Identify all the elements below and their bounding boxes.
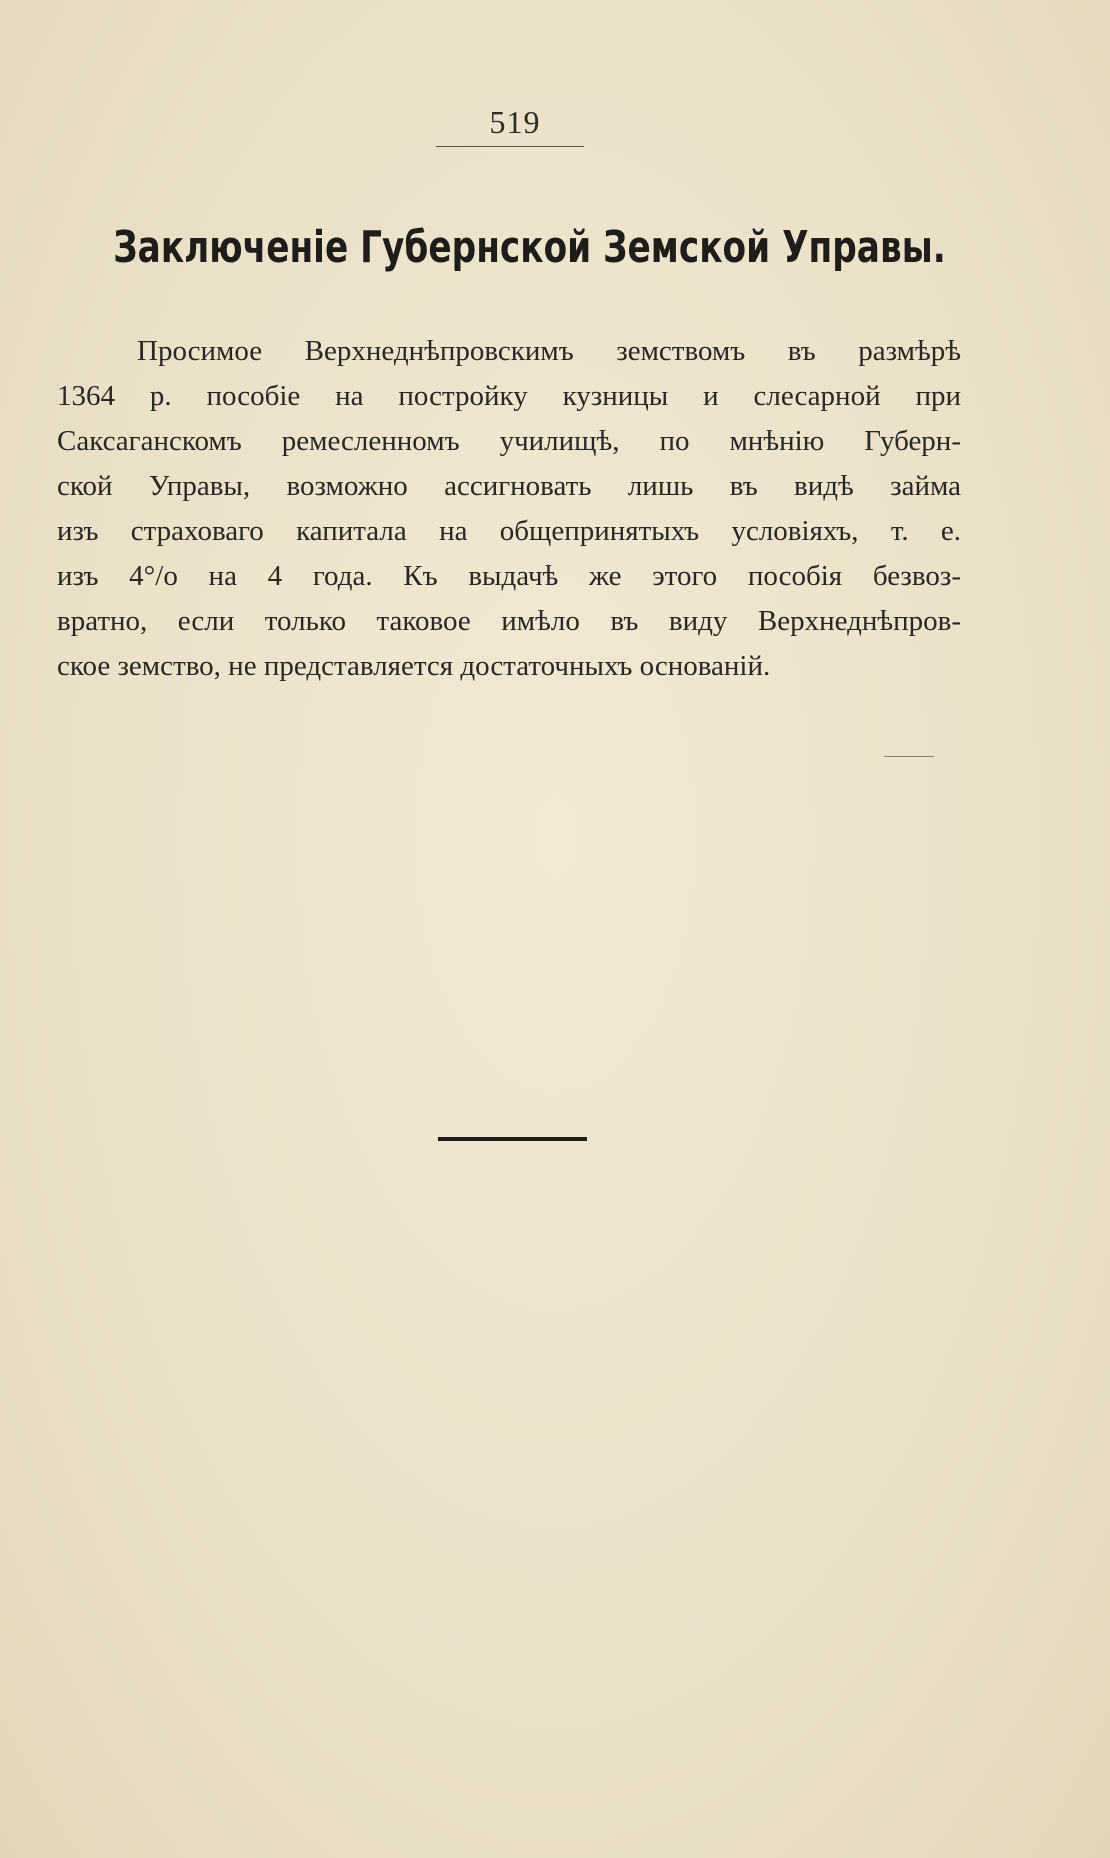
paragraph-line: Просимое Верхнеднѣпровскимъ земствомъ въ размѣрѣ [137,335,961,367]
paragraph-line: 1364 р. пособіе на постройку кузницы и слесарной при [57,380,961,412]
paragraph-line: изъ страховаго капитала на общепринятыхъ условіяхъ, т. е. [57,515,961,547]
body-paragraph [57,329,961,689]
page-number: 519 [489,104,541,140]
page-number-underline [436,146,584,147]
paragraph-line: вратно, если только таковое имѣло въ виду Верхнеднѣпров- [57,605,961,637]
section-heading: Заключеніе Губернской Земской Управы. [113,222,946,273]
paragraph-line: ской Управы, возможно ассигновать лишь въ видѣ займа [57,470,961,502]
faint-mark [884,756,934,757]
end-of-section-rule [438,1137,587,1141]
paragraph-line: изъ 4°/о на 4 года. Къ выдачѣ же этого пособія безвоз- [57,560,961,592]
paragraph-line: Саксаганскомъ ремесленномъ училищѣ, по мнѣнію Губерн- [57,425,961,457]
paragraph-line: ское земство, не представляется достаточныхъ основаній. [57,650,771,682]
